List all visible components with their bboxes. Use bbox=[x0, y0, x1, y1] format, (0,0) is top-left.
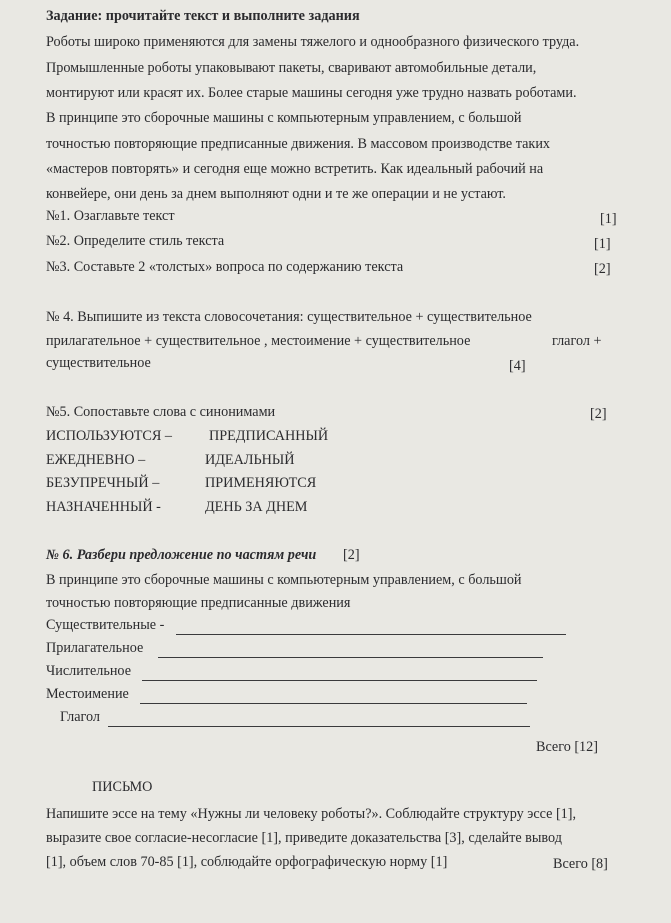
adjective-answer-line[interactable] bbox=[158, 657, 543, 658]
task-3-text: №3. Составьте 2 «толстых» вопроса по содержанию текста bbox=[46, 259, 404, 275]
synonym-word: БЕЗУПРЕЧНЫЙ – bbox=[46, 475, 160, 491]
task-4-line3: существительное bbox=[46, 355, 151, 371]
verb-field-label: Глагол bbox=[60, 709, 100, 725]
task-6-sentence-line1: В принципе это сборочные машины с компьютерным управлением, с большой bbox=[46, 572, 522, 588]
task-4-score: [4] bbox=[509, 358, 526, 374]
synonym-match: ПРИМЕНЯЮТСЯ bbox=[205, 475, 317, 491]
adjective-field-label: Прилагательное bbox=[46, 640, 144, 656]
numeral-answer-line[interactable] bbox=[142, 680, 537, 681]
nouns-field-label: Существительные - bbox=[46, 617, 165, 633]
passage-line: В принципе это сборочные машины с компьютерным управлением, с большой bbox=[46, 110, 522, 126]
synonym-word: НАЗНАЧЕННЫЙ - bbox=[46, 499, 161, 515]
task-4-line2: прилагательное + существительное , местоимение + существительное bbox=[46, 333, 471, 349]
task-5-text: №5. Сопоставьте слова с синонимами bbox=[46, 404, 276, 420]
writing-instruction-line: [1], объем слов 70-85 [1], соблюдайте орфографическую норму [1] bbox=[46, 854, 448, 870]
writing-instruction-line: Напишите эссе на тему «Нужны ли человеку роботы?». Соблюдайте структуру эссе [1], bbox=[46, 806, 577, 822]
task-2-text: №2. Определите стиль текста bbox=[46, 233, 225, 249]
task-1-score: [1] bbox=[600, 211, 617, 227]
worksheet-title: Задание: прочитайте текст и выполните задания bbox=[46, 8, 360, 24]
passage-line: «мастеров повторять» и сегодня еще можно встретить. Как идеальный рабочий на bbox=[46, 161, 544, 177]
synonym-word: ЕЖЕДНЕВНО – bbox=[46, 452, 146, 468]
numeral-field-label: Числительное bbox=[46, 663, 131, 679]
task-6-title: № 6. Разбери предложение по частям речи bbox=[46, 547, 317, 563]
nouns-answer-line[interactable] bbox=[176, 634, 566, 635]
passage-line: Промышленные роботы упаковывают пакеты, сваривают автомобильные детали, bbox=[46, 60, 537, 76]
verb-answer-line[interactable] bbox=[108, 726, 530, 727]
synonym-match: ИДЕАЛЬНЫЙ bbox=[205, 452, 295, 468]
passage-line: точностью повторяющие предписанные движения. В массовом производстве таких bbox=[46, 136, 551, 152]
writing-total-score: Всего [8] bbox=[553, 856, 608, 872]
synonym-match: ПРЕДПИСАННЫЙ bbox=[209, 428, 329, 444]
task-4-line2-end: глагол + bbox=[552, 333, 602, 349]
synonym-match: ДЕНЬ ЗА ДНЕМ bbox=[205, 499, 308, 515]
task-2-score: [1] bbox=[594, 236, 611, 252]
task-1-text: №1. Озаглавьте текст bbox=[46, 208, 175, 224]
pronoun-field-label: Местоимение bbox=[46, 686, 129, 702]
task-3-score: [2] bbox=[594, 261, 611, 277]
synonym-word: ИСПОЛЬЗУЮТСЯ – bbox=[46, 428, 172, 444]
writing-section-title: ПИСЬМО bbox=[92, 779, 153, 795]
task-4-line1: № 4. Выпишите из текста словосочетания: существительное + существительное bbox=[46, 309, 532, 325]
passage-line: Роботы широко применяются для замены тяжелого и однообразного физического труда. bbox=[46, 34, 580, 50]
task-5-score: [2] bbox=[590, 406, 607, 422]
passage-line: конвейере, они день за днем выполняют одни и те же операции и не устают. bbox=[46, 186, 506, 202]
task-6-sentence-line2: точностью повторяющие предписанные движения bbox=[46, 595, 351, 611]
task-6-score: [2] bbox=[343, 547, 360, 563]
pronoun-answer-line[interactable] bbox=[140, 703, 527, 704]
writing-instruction-line: выразите свое согласие-несогласие [1], приведите доказательства [3], сделайте вывод bbox=[46, 830, 562, 846]
reading-total-score: Всего [12] bbox=[536, 739, 598, 755]
passage-line: монтируют или красят их. Более старые машины сегодня уже трудно назвать роботами. bbox=[46, 85, 577, 101]
